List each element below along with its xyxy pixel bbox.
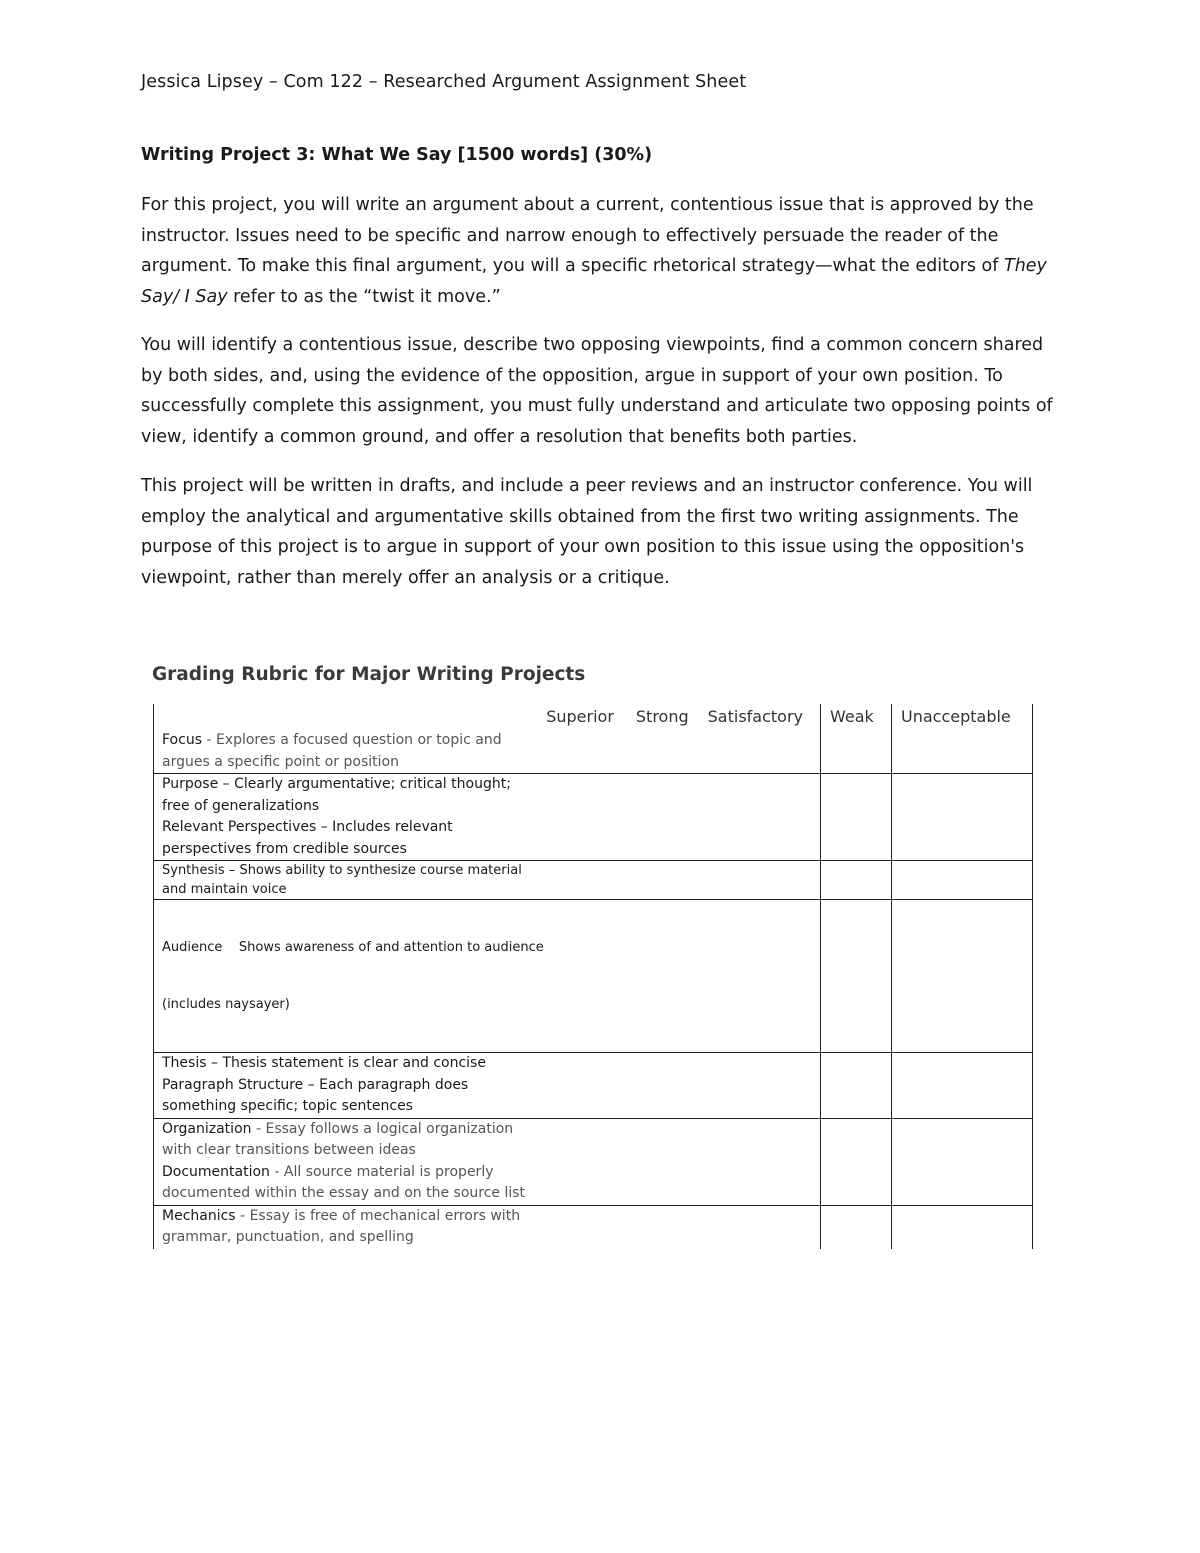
paragraph-task: You will identify a contentious issue, describe two opposing viewpoints, find a common concern shared by both sides, and, using the evidence of the opposition, argue in support of your own position. To successfully complete this assignment, you must fully understand and articulate two opposing points of view, identify a common ground, and offer a resolution that benefits both parties. — [141, 335, 1053, 447]
criterion-thesis — [154, 1053, 562, 1118]
paragraph-intro-text: For this project, you will write an argument about a current, contentious issue that is approved by the instructor. Issues need to be specific and narrow enough to effectively persuade the reader of the argument. To make this final argument, you will a specific rhetorical strategy—what the editors of — [141, 195, 1034, 277]
book-title: They Say/ I Say — [141, 256, 1047, 307]
criterion-desc: grammar, punctuation, and spelling — [162, 1229, 414, 1245]
column-superior: Superior — [546, 707, 614, 726]
paragraph-intro-end: refer to as the “twist it move.” — [227, 286, 501, 307]
rubric-cell-main — [154, 1118, 821, 1205]
rubric-cell-unacceptable — [892, 900, 1033, 1053]
criterion-audience — [154, 900, 562, 1052]
criterion-desc: argues a specific point or position — [162, 753, 399, 770]
criterion-synthesis — [154, 861, 562, 899]
table-row — [154, 861, 1033, 900]
criterion-desc: with clear transitions between ideas — [162, 1142, 416, 1158]
rubric-cell-main — [154, 1053, 821, 1119]
criterion-desc: documented within the essay and on the source list — [162, 1185, 526, 1201]
rubric-cell-weak — [821, 704, 892, 774]
criterion-line: and maintain voice — [162, 882, 287, 897]
rubric-cell-weak — [821, 900, 892, 1053]
paragraph-process: This project will be written in drafts, and include a peer reviews and an instructor conference. You will employ the analytical and argumentative skills obtained from the first two writing assignments. The purpose of this project is to argue in support of your own position to this issue using the opposition's viewpoint, rather than merely offer an analysis or a critique. — [141, 476, 1033, 588]
criterion-sep: - — [201, 732, 216, 748]
column-weak: Weak — [830, 707, 874, 726]
document-header: Jessica Lipsey – Com 122 – Researched Argument Assignment Sheet — [141, 72, 747, 92]
criterion-sep: - — [251, 1120, 266, 1137]
table-row — [154, 1053, 1033, 1119]
paragraph-intro — [141, 190, 1061, 312]
table-row — [154, 704, 1033, 774]
column-satisfactory: Satisfactory — [707, 707, 803, 726]
rubric-cell-main — [154, 704, 821, 774]
rubric-cell-unacceptable — [892, 774, 1033, 861]
criterion-line: Thesis – Thesis statement is clear and concise — [162, 1055, 486, 1071]
rubric-cell-weak — [821, 861, 892, 900]
criterion-focus — [154, 730, 562, 773]
criterion-line: (includes naysayer) — [162, 997, 290, 1012]
criterion-line: free of generalizations — [162, 797, 320, 814]
rubric-cell-weak — [821, 1205, 892, 1249]
rubric-cell-unacceptable — [892, 704, 1033, 774]
column-unacceptable: Unacceptable — [901, 707, 1011, 726]
criterion-line: something specific; topic sentences — [162, 1098, 413, 1114]
table-row — [154, 774, 1033, 861]
criterion-line: Purpose – Clearly argumentative; critical thought; — [162, 776, 511, 792]
rubric-cell-unacceptable — [892, 1205, 1033, 1249]
criterion-desc: All source material is properly — [283, 1163, 494, 1180]
rubric-title: Grading Rubric for Major Writing Projects — [152, 664, 586, 685]
rubric-cell-main — [154, 900, 821, 1053]
table-row — [154, 900, 1033, 1053]
criterion-name: Mechanics — [162, 1207, 236, 1224]
rubric-cell-unacceptable — [892, 861, 1033, 900]
rubric-cell-weak — [821, 1053, 892, 1119]
criterion-line: Audience Shows awareness of and attention to audience — [162, 940, 544, 955]
criterion-line: Synthesis – Shows ability to synthesize course material — [162, 863, 522, 878]
criterion-sep: - — [269, 1163, 284, 1180]
criterion-name: Focus — [162, 732, 202, 748]
criterion-mechanics — [154, 1206, 562, 1249]
criterion-organization — [154, 1119, 562, 1205]
criterion-name: Organization — [162, 1120, 252, 1137]
grading-rubric-table — [153, 704, 1033, 1249]
column-strong: Strong — [635, 707, 689, 726]
criterion-line: perspectives from credible sources — [162, 840, 407, 857]
criterion-line: Relevant Perspectives – Includes relevant — [162, 819, 453, 835]
table-row — [154, 1118, 1033, 1205]
project-title: Writing Project 3: What We Say [1500 words] (30%) — [141, 145, 653, 165]
criterion-line — [162, 730, 562, 752]
rubric-cell-main — [154, 1205, 821, 1249]
criterion-sep: - — [235, 1207, 250, 1224]
rubric-cell-main — [154, 861, 821, 900]
criterion-desc: Essay is free of mechanical errors with — [249, 1207, 521, 1224]
rubric-cell-weak — [821, 1118, 892, 1205]
rubric-cell-main — [154, 774, 821, 861]
criterion-purpose — [154, 774, 562, 860]
criterion-line — [162, 1206, 562, 1228]
criterion-line — [162, 1119, 562, 1141]
rubric-cell-unacceptable — [892, 1118, 1033, 1205]
criterion-desc: Explores a focused question or topic and — [215, 732, 502, 748]
criterion-line: Paragraph Structure – Each paragraph does — [162, 1076, 469, 1093]
criterion-name: Documentation — [162, 1163, 270, 1180]
criterion-desc: Essay follows a logical organization — [265, 1120, 514, 1137]
table-row — [154, 1205, 1033, 1249]
criterion-line — [162, 1162, 562, 1184]
rubric-cell-unacceptable — [892, 1053, 1033, 1119]
rubric-cell-weak — [821, 774, 892, 861]
rubric-column-headers — [154, 704, 820, 730]
